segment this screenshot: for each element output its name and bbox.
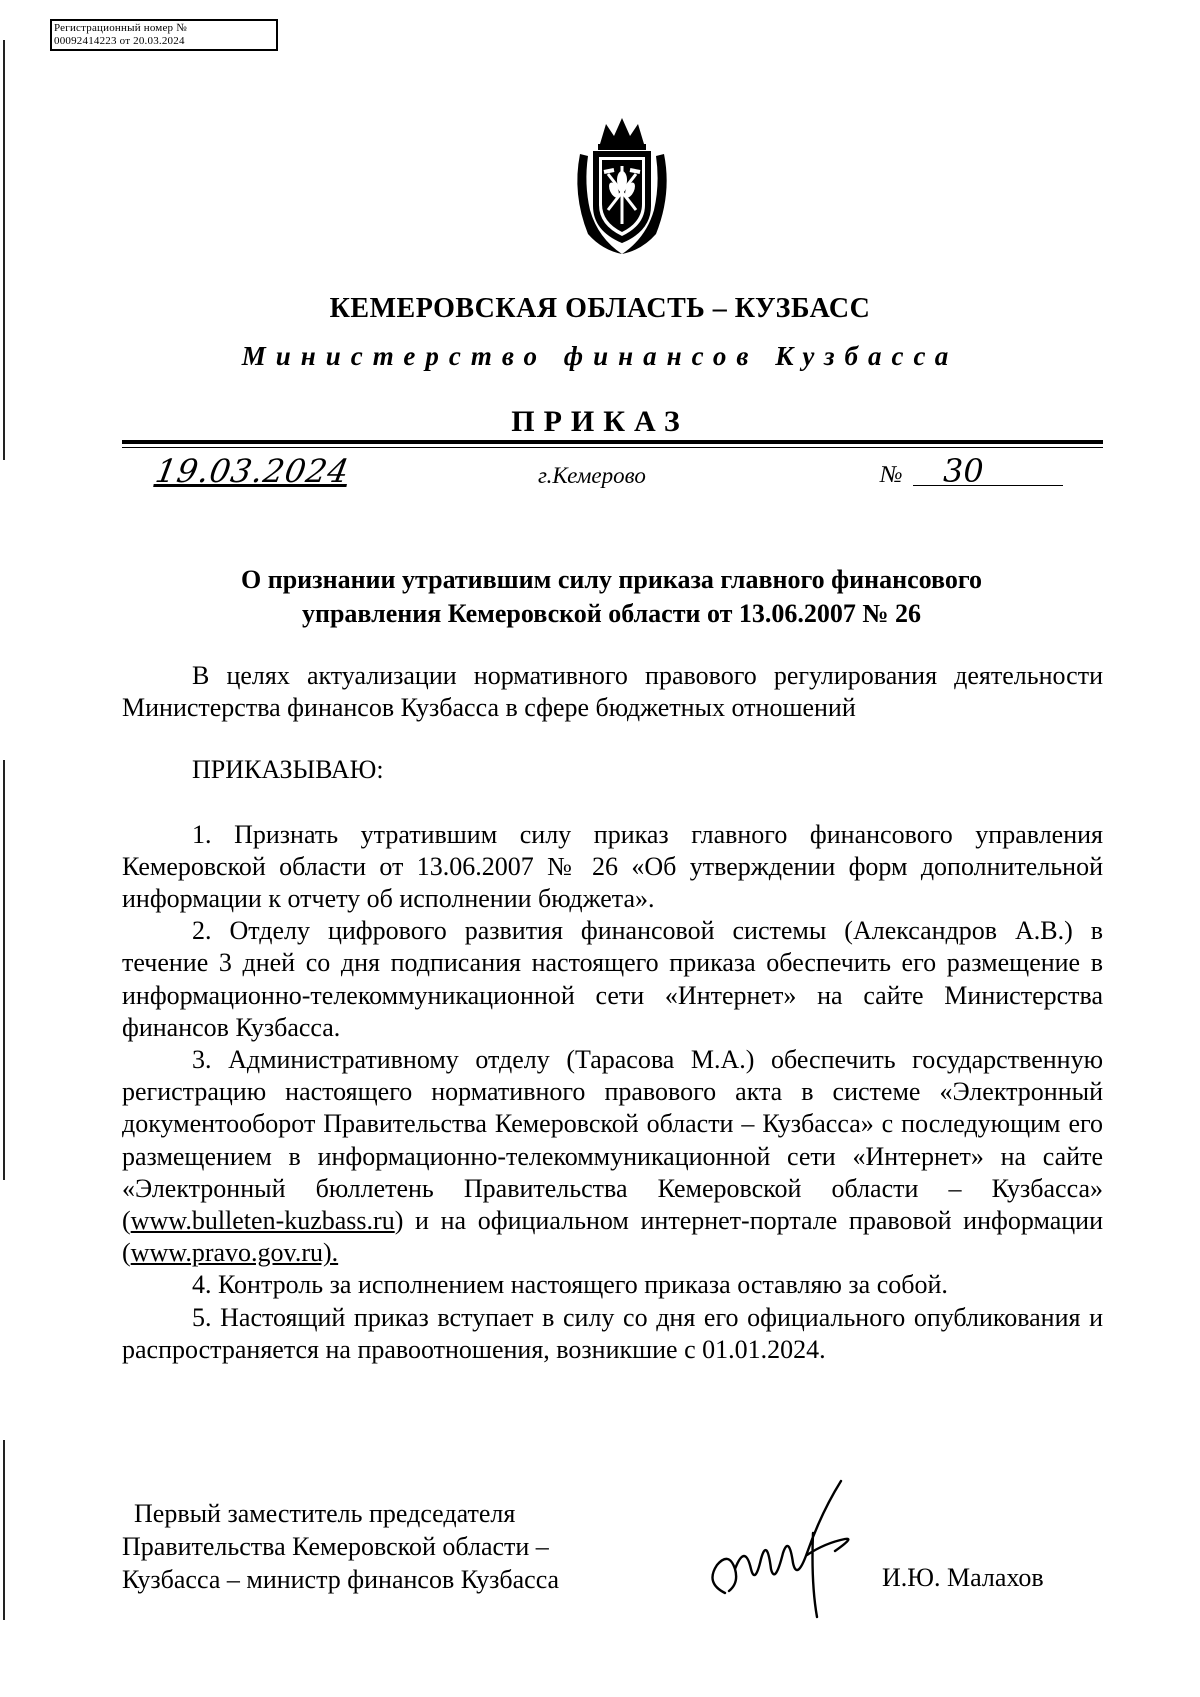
order-word: ПРИКАЗЫВАЮ: — [192, 755, 384, 785]
scan-margin-line — [3, 1440, 5, 1620]
item-3-text-mid: ) и на официальном интернет-портале правовой информации ( — [122, 1206, 1103, 1268]
registration-number: 00092414223 от 20.03.2024 — [54, 35, 185, 47]
title-line-1: О признании утратившим силу приказа главного финансового — [241, 565, 982, 594]
scan-margin-line — [3, 40, 5, 460]
region-heading: КЕМЕРОВСКАЯ ОБЛАСТЬ – КУЗБАСС — [329, 293, 871, 324]
item-4: 4. Контроль за исполнением настоящего приказа оставляю за собой. — [192, 1270, 948, 1300]
bulletin-link[interactable]: www.bulleten-kuzbass.ru — [130, 1206, 395, 1236]
position-line-1: Первый заместитель председателя — [134, 1499, 516, 1528]
pravo-link[interactable]: www.pravo.gov.ru). — [130, 1238, 339, 1268]
order-number: 30 — [913, 452, 1063, 486]
position-line-3: Кузбасса – министр финансов Кузбасса — [122, 1565, 560, 1594]
scan-margin-line — [3, 760, 5, 1180]
coat-of-arms-icon — [568, 114, 676, 256]
item-2: 2. Отделу цифрового развития финансовой системы (Александров А.В.) в течение 3 дней со дня подписания настоящего приказа обеспечить его размещение в информационно-телекоммуникационной сети «Интернет» на сайте Министерства финансов Кузбасса. — [122, 916, 1103, 1042]
order-date: 19.03.2024 — [152, 452, 353, 490]
handwritten-signature-icon — [695, 1473, 885, 1623]
document-body — [122, 660, 1103, 1366]
ministry-heading: Министерство финансов Кузбасса — [241, 341, 959, 371]
item-5: 5. Настоящий приказ вступает в силу со дня его официального опубликования и распространяется на правоотношения, возникшие с 01.01.2024. — [122, 1302, 1103, 1364]
registration-label: Регистрационный номер № — [54, 22, 187, 34]
item-1: 1. Признать утратившим силу приказ главного финансового управления Кемеровской области от 13.06.2007 № 26 «Об утверждении форм дополнительной информации к отчету об исполнении бюджета». — [122, 819, 1103, 914]
header-divider — [122, 440, 1103, 444]
signer-name: И.Ю. Малахов — [882, 1563, 1044, 1592]
number-label: № — [880, 462, 903, 488]
document-title — [120, 563, 1103, 631]
preamble: В целях актуализации нормативного правового регулирования деятельности Министерства финансов Кузбасса в сфере бюджетных отношений — [122, 661, 1103, 723]
item-3 — [122, 1044, 1103, 1269]
position-line-2: Правительства Кемеровской области – — [122, 1532, 549, 1561]
header-divider-thin — [122, 447, 1103, 448]
city: г.Кемерово — [538, 463, 646, 488]
signatory-position — [122, 1497, 682, 1596]
registration-stamp — [50, 19, 278, 51]
document-type: ПРИКАЗ — [511, 405, 689, 438]
item-3-text: 3. Административному отделу (Тарасова М.А.) обеспечить государственную регистрацию настоящего нормативного правового акта в системе «Электронный документооборот Правительства Кемеровской области – Кузбасса» с последующим его размещением в информационно-телекоммуникационной сети «Интернет» на сайте «Электронный бюллетень Правительства Кемеровской области – Кузбасса» ( — [122, 1045, 1103, 1236]
title-line-2: управления Кемеровской области от 13.06.2007 № 26 — [301, 599, 922, 628]
